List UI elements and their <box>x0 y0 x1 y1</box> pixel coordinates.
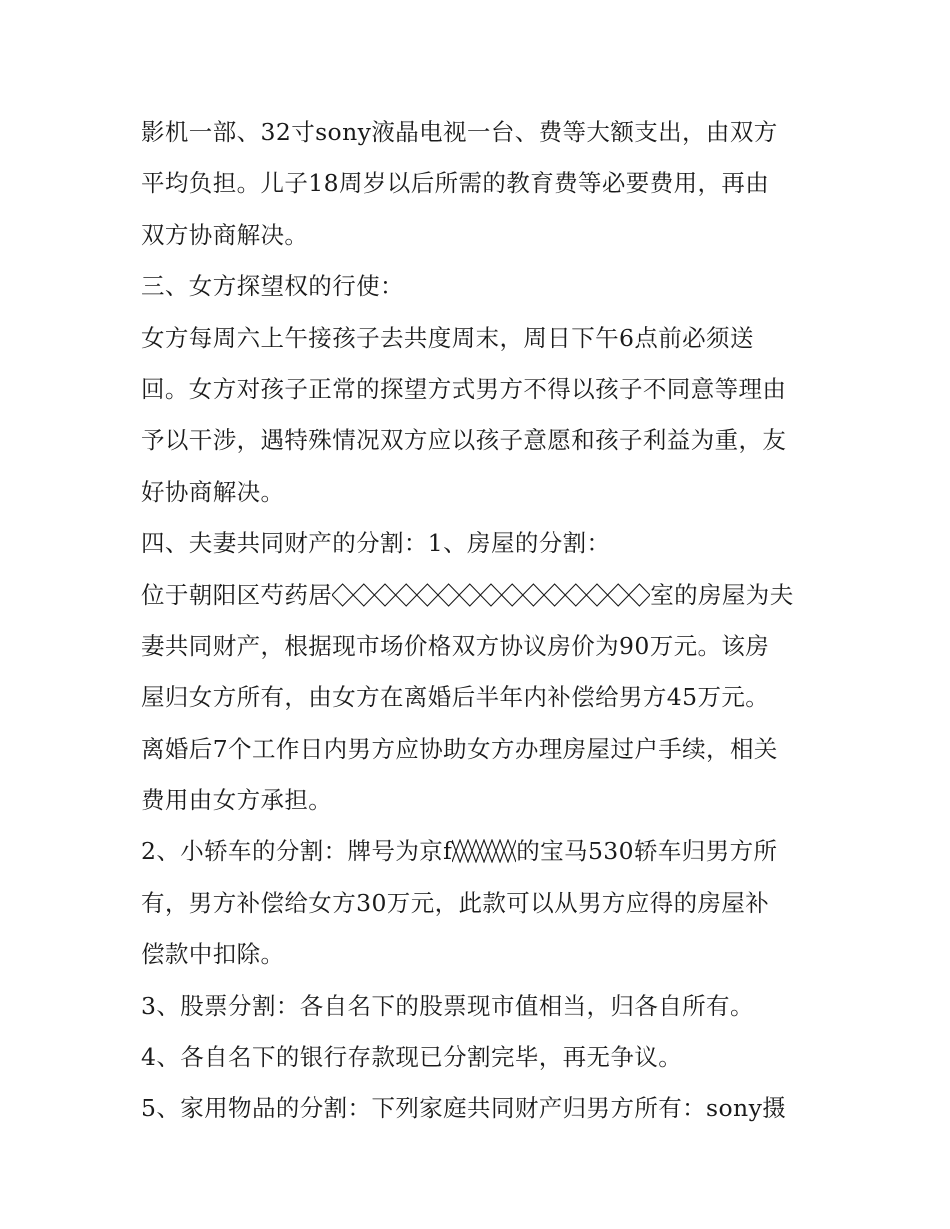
text-line: 费用由女方承担。 <box>141 786 333 815</box>
text-line: 双方协商解决。 <box>141 220 309 249</box>
text-line-with-redaction <box>141 826 821 877</box>
text-segment: 位于朝阳区芍药居 <box>141 580 333 609</box>
text-line: 偿款中扣除。 <box>141 940 285 969</box>
text-line: 影机一部、32寸sony液晶电视一台、费等大额支出，由双方 <box>141 118 778 146</box>
text-line: 女方每周六上午接孩子去共度周末，周日下午6点前必须送 <box>141 323 754 352</box>
text-line: 有，男方补偿给女方30万元，此款可以从男方应得的房屋补 <box>141 888 770 917</box>
text-line: 平均负担。儿子18周岁以后所需的教育费等必要费用，再由 <box>141 169 770 198</box>
text-line: 离婚后7个工作日内男方应协助女方办理房屋过户手续，相关 <box>141 734 778 763</box>
redaction-mark <box>452 839 516 863</box>
section-heading: 三、女方探望权的行使： <box>141 272 404 301</box>
list-item: 5、家用物品的分割：下列家庭共同财产归男方所有：sony摄 <box>141 1094 787 1123</box>
text-segment: 2、小轿车的分割：牌号为京f <box>141 837 453 866</box>
document-body <box>141 107 821 1135</box>
text-segment: 的宝马530轿车归男方所 <box>516 837 778 866</box>
section-heading: 四、夫妻共同财产的分割：1、房屋的分割： <box>141 529 611 558</box>
list-item: 4、各自名下的银行存款现已分割完毕，再无争议。 <box>141 1043 683 1072</box>
text-segment: 室的房屋为夫 <box>650 580 794 609</box>
text-line: 好协商解决。 <box>141 477 285 506</box>
text-line: 回。女方对孩子正常的探望方式男方不得以孩子不同意等理由 <box>141 374 787 403</box>
list-item: 3、股票分割：各自名下的股票现市值相当，归各自所有。 <box>141 991 754 1020</box>
text-line: 予以干涉，遇特殊情况双方应以孩子意愿和孩子利益为重，友 <box>141 426 787 455</box>
redaction-mark <box>332 583 650 607</box>
text-line-with-redaction <box>141 570 821 621</box>
text-line: 屋归女方所有，由女方在离婚后半年内补偿给男方45万元。 <box>141 683 770 712</box>
text-line: 妻共同财产，根据现市场价格双方协议房价为90万元。该房 <box>141 631 770 660</box>
